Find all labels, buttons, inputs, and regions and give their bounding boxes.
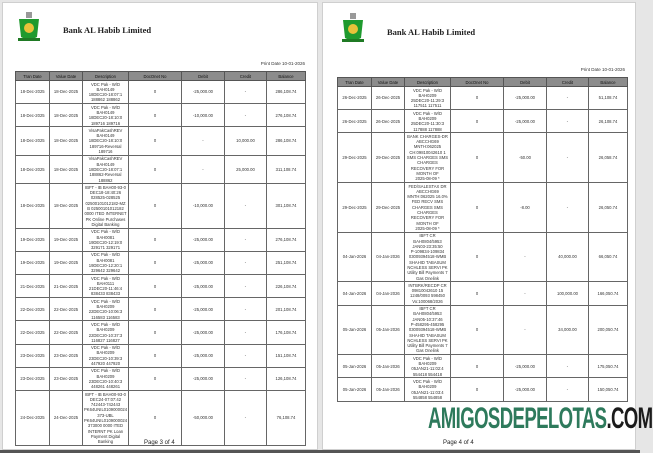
table-cell: FED/SALESTAX DR ABCCHG69 MNTH:062025 16.0% FED RECV SMS CHARGES SMS CHARGES RECOVERY FOR MONTH OF 2025-08-09 *: [405, 183, 451, 233]
table-cell: 126,108.74: [267, 367, 306, 390]
table-cell: -25,000.00: [182, 321, 225, 344]
table-cell: 176,108.74: [267, 321, 306, 344]
bank-name: Bank AL Habib Limited: [63, 25, 152, 35]
table-cell: 26,050.74: [589, 183, 628, 233]
table-row: [16, 184, 306, 228]
table-cell: VDC Pak - W/D BAH0209 05JAN21-11:02:4 554418 554418: [405, 355, 451, 378]
column-header: Description: [83, 72, 129, 81]
table-cell: -25,000.00: [182, 275, 225, 298]
table-cell: -: [225, 298, 267, 321]
column-header: Description: [405, 78, 451, 87]
table-cell: 201,108.74: [267, 298, 306, 321]
table-cell: 0: [129, 155, 182, 183]
table-cell: -50.00: [504, 133, 547, 183]
table-cell: 29-Dec-2025: [372, 183, 405, 233]
table-row: [16, 391, 306, 446]
column-header: Credit: [547, 78, 589, 87]
table-cell: 0: [451, 305, 504, 355]
table-cell: 0: [451, 282, 504, 305]
table-cell: 175,050.74: [589, 355, 628, 378]
column-header: Debit: [504, 78, 547, 87]
table-cell: 301,108.74: [267, 184, 306, 228]
table-cell: 25,000.00: [225, 155, 267, 183]
page-number: Page 3 of 4: [144, 440, 175, 446]
print-date: Print Date 10-01-2026: [260, 61, 305, 66]
column-header: Value Date: [372, 78, 405, 87]
table-cell: -25,000.00: [182, 298, 225, 321]
table-cell: -: [182, 127, 225, 155]
table-cell: 18-Dec-2025: [16, 81, 50, 104]
table-cell: -: [547, 110, 589, 133]
table-row: [16, 155, 306, 183]
table-row: [338, 87, 628, 110]
table-cell: -: [504, 232, 547, 282]
table-cell: 22-Dec-2025: [16, 321, 50, 344]
table-row: [338, 133, 628, 183]
table-header: [16, 72, 306, 81]
table-cell: 0: [129, 298, 182, 321]
table-cell: 23-Dec-2025: [50, 367, 83, 390]
table-cell: 23-Dec-2025: [16, 344, 50, 367]
statement-page-4: [322, 2, 636, 450]
table-cell: 29-Dec-2025: [338, 133, 372, 183]
table-cell: 66,050.74: [589, 232, 628, 282]
table-cell: 276,108.74: [267, 228, 306, 251]
table-cell: -25,000.00: [504, 378, 547, 401]
table-cell: VDC Pak - W/D BAH0111 21DEC20-11:46:4 838433 838433: [83, 275, 129, 298]
table-cell: 51,108.74: [589, 87, 628, 110]
table-cell: 04-Jan-2026: [372, 232, 405, 282]
table-cell: IBFT CR BAH0804/5953 JAN05-10:37:46 P-458295-458295 03009394518-WMB SHAHID TABASUM NCHLESS SERVI PK Utility Bill Payments 7 Gas Onelink: [405, 305, 451, 355]
table-cell: IBFT - IB BAH00-93-0 DEC24-07:07:42 742443-742443 PK64UNIL0109000024 373-UBL PK64UNIL0109000024 373000 0000 ITED INTERNT PK Loan Payment Digital Banking: [84, 391, 128, 445]
table-cell: VDC Pak - W/D BAH0209 25DEC20-11:29:3 117511 117511: [405, 87, 451, 110]
table-cell: 18-Dec-2025: [16, 155, 50, 183]
table-cell: 22-Dec-2025: [16, 298, 50, 321]
column-header: Balance: [589, 78, 628, 87]
table-cell: 04-Jan-2026: [338, 232, 372, 282]
table-cell: 311,108.74: [267, 155, 306, 183]
table-cell: 05-Jan-2026: [338, 378, 372, 401]
table-header: [338, 78, 628, 87]
table-cell: 19-Dec-2025: [50, 251, 83, 274]
table-cell: -25,000.00: [504, 355, 547, 378]
table-cell: 0: [129, 228, 182, 251]
table-cell: 26-Dec-2025: [372, 110, 405, 133]
bank-logo-icon: [16, 12, 42, 42]
table-row: [16, 251, 306, 274]
table-cell: 22-Dec-2025: [50, 298, 83, 321]
table-cell: -: [182, 155, 225, 183]
table-cell: 76,108.74: [267, 391, 306, 446]
table-cell: VDC Pak - W/D BAH0081 19DEC20-12:19:0 329171 329171: [83, 228, 129, 251]
table-cell: 21-Dec-2025: [50, 275, 83, 298]
table-cell: 286,108.74: [267, 127, 306, 155]
table-row: [338, 183, 628, 233]
watermark-suffix: .COM: [606, 402, 653, 435]
column-header: Tran Date: [338, 78, 372, 87]
table-cell: -8.00: [504, 183, 547, 233]
table-cell: -25,000.00: [504, 87, 547, 110]
table-cell: 0: [129, 127, 182, 155]
table-cell: VDC Pak - W/D BAH0209 23DEC20-10:40:3 448261 448261: [83, 367, 129, 390]
table-cell: -: [547, 183, 589, 233]
table-cell: 04-Jan-2026: [372, 282, 405, 305]
table-cell: VDC Pak - W/D BAH0081 19DEC20-12:20:1 329642 329642: [83, 251, 129, 274]
table-cell: -: [225, 104, 267, 127]
table-cell: 0: [451, 355, 504, 378]
table-row: [16, 81, 306, 104]
table-cell: -50,000.00: [182, 391, 225, 446]
table-cell: 200,050.74: [589, 305, 628, 355]
column-header: Tran Date: [16, 72, 50, 81]
table-cell: 26,108.74: [589, 110, 628, 133]
table-cell: 18-Dec-2025: [50, 127, 83, 155]
table-cell: INTBRK/RECDP CR 09810042610 15 1248/0093 598450 Vo:100068/2026: [405, 282, 451, 305]
table-row: [16, 344, 306, 367]
table-cell: 0: [129, 391, 182, 446]
transactions-table: [15, 71, 306, 446]
statement-page-3: [2, 2, 318, 450]
table-cell: VisaPakCashREV BAH0149 18DEC20-18:10:0 189716-Reversal 189716: [83, 127, 129, 155]
table-cell: 05-Jan-2026: [338, 355, 372, 378]
table-row: [16, 367, 306, 390]
table-cell: 0: [451, 87, 504, 110]
table-cell: 05-Jan-2026: [372, 355, 405, 378]
table-cell: -: [225, 184, 267, 228]
table-cell: 26-Dec-2025: [372, 87, 405, 110]
table-cell: -: [504, 305, 547, 355]
table-cell: -: [504, 282, 547, 305]
table-cell: -: [225, 251, 267, 274]
table-row: [338, 110, 628, 133]
column-header: Credit: [225, 72, 267, 81]
table-cell: 19-Dec-2025: [16, 251, 50, 274]
table-cell: -: [225, 275, 267, 298]
table-row: [338, 305, 628, 355]
table-cell: 29-Dec-2025: [372, 133, 405, 183]
table-cell: 0: [129, 251, 182, 274]
table-cell: -: [225, 321, 267, 344]
table-cell: 251,108.74: [267, 251, 306, 274]
table-cell: -25,000.00: [504, 110, 547, 133]
table-row: [16, 321, 306, 344]
column-header: DocOnet No: [129, 72, 182, 81]
table-cell: 151,108.74: [267, 344, 306, 367]
table-cell: 26-Dec-2025: [338, 110, 372, 133]
table-row: [16, 127, 306, 155]
table-row: [16, 298, 306, 321]
table-cell: -10,000.00: [182, 184, 225, 228]
table-cell: 24-Dec-2025: [50, 391, 83, 446]
table-cell: 0: [129, 367, 182, 390]
table-cell: 23-Dec-2025: [50, 344, 83, 367]
table-cell: -10,000.00: [182, 104, 225, 127]
table-cell: -25,000.00: [182, 344, 225, 367]
table-cell: 0: [451, 183, 504, 233]
table-cell: -: [547, 87, 589, 110]
print-date: Print Date 10-01-2026: [580, 67, 625, 72]
bank-logo-icon: [340, 13, 366, 43]
table-cell: -: [225, 391, 267, 446]
table-cell: 05-Jan-2026: [338, 305, 372, 355]
table-cell: 100,000.00: [547, 282, 589, 305]
table-cell: 29-Dec-2025: [338, 183, 372, 233]
table-cell: 23-Dec-2025: [16, 367, 50, 390]
transactions-table: [337, 77, 628, 402]
column-header: DocOnet No: [451, 78, 504, 87]
table-cell: 21-Dec-2025: [16, 275, 50, 298]
table-cell: 0: [129, 81, 182, 104]
table-cell: IBFT - IB BAH00-93-0 DEC18-18:40:26 028525-028525 02500101012182-MZ B 02500101012182 0000 ITED INTERNET PK Online Purchases Digital Banking: [84, 184, 127, 227]
table-cell: 0: [129, 184, 182, 228]
table-cell: BANK CHARGES-DR ABCCHG69 MNTH:062025 CH:09810042610 1 SMS CHARGES SMS CHARGES RECOVERY FOR MONTH OF 2025-08-09 *: [405, 133, 451, 183]
table-cell: 0: [451, 133, 504, 183]
table-cell: -: [547, 378, 589, 401]
table-cell: 26,058.74: [589, 133, 628, 183]
table-cell: 0: [129, 344, 182, 367]
table-cell: 26-Dec-2025: [338, 87, 372, 110]
table-cell: -25,000.00: [182, 367, 225, 390]
table-cell: -25,000.00: [182, 251, 225, 274]
table-row: [338, 378, 628, 401]
table-cell: VDC Pak - W/D BAH0149 18DEC20-18:07:1 188862 188862: [83, 81, 129, 104]
table-cell: VDC Pak - W/D BAH0209 22DEC20-10:06:3 116583 116583: [83, 298, 129, 321]
table-cell: 34,000.00: [547, 305, 589, 355]
table-cell: 05-Jan-2026: [372, 305, 405, 355]
table-cell: 276,108.74: [267, 104, 306, 127]
table-cell: 19-Dec-2025: [16, 228, 50, 251]
table-cell: 04-Jan-2026: [338, 282, 372, 305]
table-cell: 18-Dec-2025: [16, 184, 50, 228]
table-cell: -: [225, 344, 267, 367]
table-cell: VisaPakCashREV BAH0149 18DEC20-18:07:1 188862-Reversal 188862: [83, 155, 129, 183]
table-row: [338, 232, 628, 282]
table-cell: VDC Pak - W/D BAH0209 25DEC20-11:30:3 117888 117888: [405, 110, 451, 133]
table-cell: 10,000.00: [225, 127, 267, 155]
table-cell: -: [225, 367, 267, 390]
table-cell: VDC Pak - W/D BAH0209 22DEC20-10:37:3 116827 116827: [83, 321, 129, 344]
table-cell: 40,000.00: [547, 232, 589, 282]
table-cell: 19-Dec-2025: [50, 228, 83, 251]
table-cell: 24-Dec-2025: [16, 391, 50, 446]
table-cell: 05-Jan-2026: [372, 378, 405, 401]
watermark-text: AMIGOSDEPELOTAS: [428, 402, 607, 435]
table-row: [16, 275, 306, 298]
column-header: Debit: [182, 72, 225, 81]
watermark: [428, 404, 653, 434]
table-cell: 0: [129, 275, 182, 298]
table-cell: 0: [451, 232, 504, 282]
table-cell: IBFT CR BAH0804/5953 JAN03-23:35:50 P-109834-109834 03009394518-WMB SHAHID TABASUM NCHLESS SERVI PK Utility Bill Payments 7 Gas Onelink: [405, 232, 451, 282]
table-cell: -: [225, 228, 267, 251]
table-cell: 226,108.74: [267, 275, 306, 298]
table-cell: -25,000.00: [182, 228, 225, 251]
table-cell: -: [547, 133, 589, 183]
column-header: Balance: [267, 72, 306, 81]
table-row: [338, 355, 628, 378]
table-cell: 18-Dec-2025: [50, 104, 83, 127]
table-cell: VDC Pak - W/D BAH0149 18DEC20-18:10:0 189716 189716: [83, 104, 129, 127]
page-number: Page 4 of 4: [443, 440, 474, 446]
table-cell: 150,050.74: [589, 378, 628, 401]
table-row: [338, 282, 628, 305]
table-row: [16, 104, 306, 127]
table-cell: -: [225, 81, 267, 104]
table-cell: 18-Dec-2025: [50, 184, 83, 228]
table-row: [16, 228, 306, 251]
table-cell: VDC Pak - W/D BAH0209 05JAN21-11:03:4 554858 554858: [405, 378, 451, 401]
column-header: Value Date: [50, 72, 83, 81]
table-cell: -: [547, 355, 589, 378]
table-cell: -25,000.00: [182, 81, 225, 104]
table-cell: 18-Dec-2025: [50, 81, 83, 104]
table-cell: 22-Dec-2025: [50, 321, 83, 344]
table-cell: 18-Dec-2025: [16, 127, 50, 155]
table-cell: 166,050.74: [589, 282, 628, 305]
table-cell: 0: [129, 104, 182, 127]
table-cell: 18-Dec-2025: [16, 104, 50, 127]
table-cell: 18-Dec-2025: [50, 155, 83, 183]
table-cell: 0: [451, 110, 504, 133]
table-cell: 0: [451, 378, 504, 401]
table-cell: 0: [129, 321, 182, 344]
bank-name: Bank AL Habib Limited: [387, 27, 476, 37]
table-cell: VDC Pak - W/D BAH0209 23DEC20-10:39:3 447920 447920: [83, 344, 129, 367]
table-cell: 286,108.74: [267, 81, 306, 104]
